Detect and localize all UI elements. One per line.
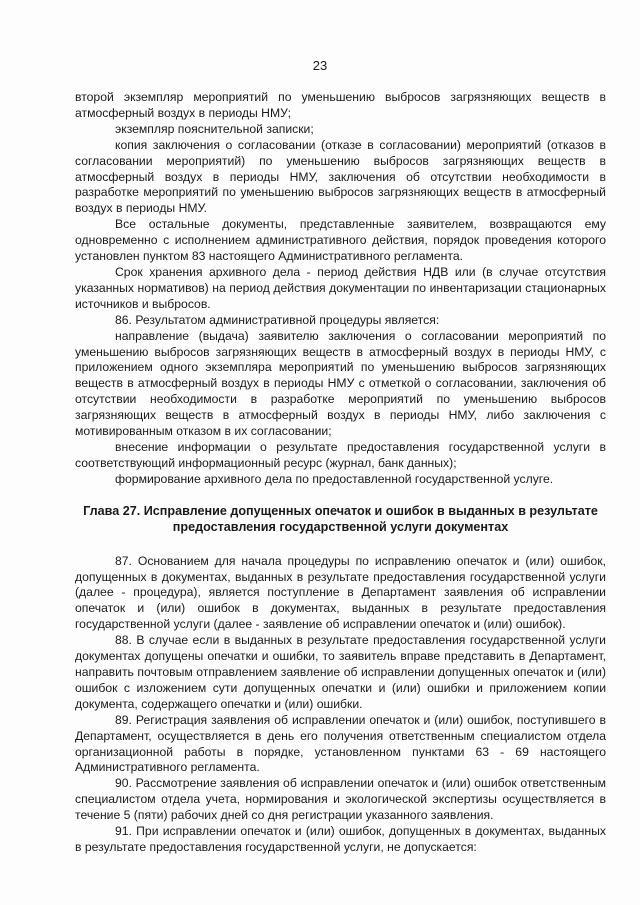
paragraph: копия заключения о согласовании (отказе в согласовании) мероприятий (отказов в согласовании мероприятий) по уменьшению выбросов загрязняющих веществ в атмосферный воздух в периоды НМУ, заключения об отсутствии необходимости в разработке мероприятий по уменьшению выбросов загрязняющих веществ в атмосферный воздух в периоды НМУ. bbox=[75, 137, 606, 216]
section-after-heading bbox=[75, 554, 606, 856]
page-number: 23 bbox=[312, 58, 328, 73]
chapter-heading-line-1: Глава 27. Исправление допущенных опечаток и ошибок в выданных в результате bbox=[83, 503, 598, 518]
paragraph: 87. Основанием для начала процедуры по исправлению опечаток и (или) ошибок, допущенных в документах, выданных в результате предоставления государственной услуги (далее - процедура), является поступление в Департамент заявления об исправлении опечаток и (или) ошибок в документах, выданных в результате предоставления государственной услуги (далее - заявление об исправлении опечаток и (или) ошибок). bbox=[75, 553, 606, 632]
paragraph: 89. Регистрация заявления об исправлении опечаток и (или) ошибок, поступившего в Департамент, осуществляется в день его получения ответственным специалистом отдела организационной работы в порядке, установленном пунктами 63 - 69 настоящего Административного регламента. bbox=[75, 712, 606, 775]
paragraph: направление (выдача) заявителю заключения о согласовании мероприятий по уменьшению выбросов загрязняющих веществ в атмосферный воздух в периоды НМУ, с приложением одного экземпляра мероприятий по уменьшению выбросов загрязняющих веществ в атмосферный воздух в периоды НМУ с отметкой о согласовании, заключения об отсутствии необходимости в разработке мероприятий по уменьшению выбросов загрязняющих веществ в атмосферный воздух в периоды НМУ, либо заключения с мотивированным отказом в их согласовании; bbox=[75, 328, 606, 439]
section-before-heading bbox=[75, 90, 606, 488]
paragraph: 90. Рассмотрение заявления об исправлении опечаток и (или) ошибок ответственным специалистом отдела учета, нормирования и экологической экспертизы осуществляется в течение 5 (пяти) рабочих дней со дня регистрации указанного заявления. bbox=[75, 776, 606, 823]
paragraph: второй экземпляр мероприятий по уменьшению выбросов загрязняющих веществ в атмосферный воздух в периоды НМУ; bbox=[75, 90, 606, 120]
document-body bbox=[75, 90, 606, 856]
paragraph: Все остальные документы, представленные заявителем, возвращаются ему одновременно с исполнением административного действия, порядок проведения которого установлен пунктом 83 настоящего Административного регламента. bbox=[75, 217, 606, 264]
paragraph: внесение информации о результате предоставления государственной услуги в соответствующий информационный ресурс (журнал, банк данных); bbox=[75, 439, 606, 470]
paragraph: экземпляр пояснительной записки; bbox=[115, 121, 314, 136]
chapter-heading bbox=[75, 503, 606, 536]
paragraph: 91. При исправлении опечаток и (или) ошибок, допущенных в документах, выданных в результате предоставления государственной услуги, не допускается: bbox=[75, 824, 606, 854]
chapter-heading-line-2: предоставления государственной услуги документах bbox=[172, 520, 509, 535]
paragraph: 86. Результатом административной процедуры является: bbox=[115, 312, 440, 327]
paragraph: Срок хранения архивного дела - период действия НДВ или (в случае отсутствия указанных нормативов) на период действия документации по инвентаризации стационарных источников и выбросов. bbox=[75, 264, 606, 311]
paragraph: формирование архивного дела по предоставленной государственной услуге. bbox=[115, 471, 554, 486]
paragraph: 88. В случае если в выданных в результате предоставления государственной услуги документах допущены опечатки и ошибки, то заявитель вправе представить в Департамент, направить почтовым отправлением заявление об исправлении допущенных опечаток и (или) ошибок с изложением сути допущенных опечатки и (или) ошибки и приложением копии документа, содержащего опечатки и (или) ошибки. bbox=[75, 633, 606, 711]
